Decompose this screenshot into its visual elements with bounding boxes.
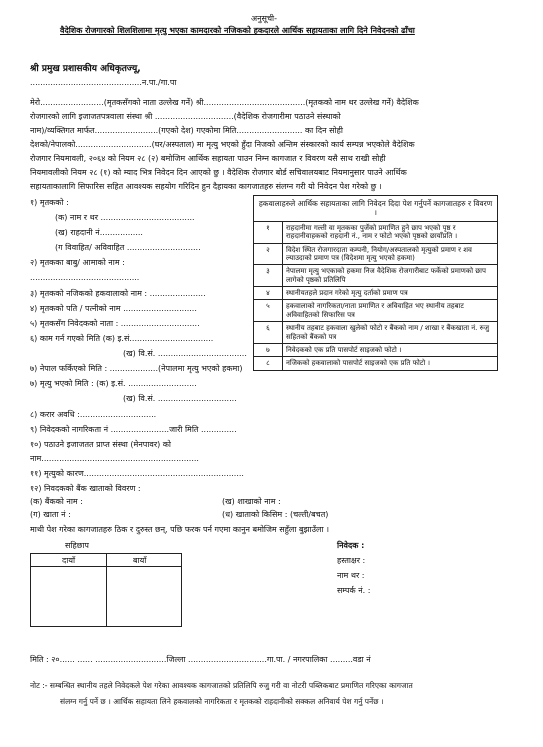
field-marital[interactable]: (ग विवाहित/ अविवाहित ............................. (55, 243, 201, 252)
fingerprint-left-thumb: बायाँ (133, 556, 147, 565)
row-text: नजिकको हकवालाको पासपोर्ट साइजको एक प्रति फोटो । (283, 357, 498, 370)
note-line-2: संलग्न गर्नु पर्ने छ । आर्थिक सहायता लिने हकवालको नागरिकता र मृतकको राहदानीको सक्कल अनिवार्य पेश गर्नु पर्नेछ । (60, 697, 384, 706)
row-number: ७ (254, 344, 283, 357)
field-contract[interactable]: ८) करार अवधि :.............................. (30, 410, 157, 419)
applicant-title: निवेदक : (337, 541, 365, 550)
row-number: ५ (254, 300, 283, 322)
field-deceased: १) मृतकको : (30, 198, 69, 207)
declaration: माथी पेश गरेका कागजातहरु ठिक र दुरुस्त छन्, पछि फरक पर्न गएमा कानुन बमोजिम सहुँला बुझाउँला । (30, 525, 330, 534)
table-row (254, 221, 498, 243)
fingerprint-label: सहिछाप (65, 541, 89, 550)
row-number: १ (254, 221, 283, 243)
field-death-cause[interactable]: ११) मृत्युको कारण............................................................... (30, 469, 244, 478)
field-account-type[interactable]: (ध) खाताको किसिम : (चल्ती/बचत) (222, 510, 329, 519)
form-title: वैदेशिक रोजगारको शिलशिलामा मृत्यु भएका कामदारको नजिकको हकदारले आर्थिक सहायताका लागि दिने निवेदनको ढाँचा (60, 26, 415, 35)
table-row (254, 322, 498, 344)
row-text: राहदानीमा गल्ती वा मृतकका पुर्जेको प्रमाणित हुने छाप भएको पृष्ठ र राहदानीवाहकको राहदानी नं., नाम र फोटो भएको पृष्ठको छायाँप्रति । (283, 221, 498, 243)
body-line-2: रोजगारको लागि इजाजतपत्रवाला संस्था श्री ...............................(वैदेशिक रोजगारीमा पठाउने संस्थाको (30, 112, 341, 121)
row-text: स्थानीय तहबाट हकवाला खुलेको फोटो र बैंकको नाम / शाखा र बैंकखाता नं. रुजु सहितको बैंकको पत्र (283, 322, 498, 344)
field-bank-branch[interactable]: (ख) शाखाको नाम : (222, 497, 281, 506)
field-bank-name[interactable]: (क) बैंकको नाम : (30, 497, 83, 506)
applicant-name[interactable]: नाम थर : (337, 571, 365, 580)
fingerprint-divider-v (106, 553, 107, 627)
field-name[interactable]: (क) नाम र थर ..................................... (55, 213, 195, 222)
body-line-5: रोजगार नियमावली, २०६४ को नियम २८ (२) बमोजिम आर्थिक सहायता पाउन निम्न कागजात र विवरण यसै साथ राखी सोही (30, 154, 386, 163)
row-number: ६ (254, 322, 283, 344)
field-departure-ad[interactable]: ६) काम गर्न गएको मिति (क) इ.सं................................. (30, 334, 214, 343)
row-number: ८ (254, 357, 283, 370)
applicant-contact[interactable]: सम्पर्क नं. : (337, 586, 371, 595)
applicant-signature[interactable]: हस्ताक्षर : (337, 556, 366, 565)
row-text: निवेदकको एक प्रति पासपोर्ट साइजको फोटो । (283, 344, 498, 357)
body-line-1: मेरो.........................(मृतकसँगको नाता उल्लेख गर्ने) श्री........................................(मृतकको नाम थर उल्लेख गर्ने) वैदेशिक (30, 98, 419, 107)
salutation: श्री प्रमुख प्रशासकीय अधिकृतज्यू, (30, 64, 141, 74)
body-line-3: नाम)/व्यक्तिगत मार्फत.........................(गएको देश) गएकोमा मिति.......................... का दिन सोही (30, 126, 343, 135)
fingerprint-right-thumb: दायाँ (62, 556, 76, 565)
field-agency: १०) पठाउने इजाजतत प्राप्त संस्था (मेनपावर) को (30, 440, 171, 449)
row-number: ४ (254, 287, 283, 300)
body-line-4: देशको/नेपालको..............................(घर/अस्पताल) मा मृत्यु भएको हुँदा निजको अन्तिम संस्कारको कार्य सम्पन्न भएकोले वैदेशिक (30, 140, 415, 149)
row-text: विदेश स्थित रोजगारदाता कम्पनी, नियोग/अस्पतालको मृत्युको प्रमाण र शव ल्याउदाको प्रमाण पत्र (विदेशमा मृत्यु भएको हकमा) (283, 243, 498, 265)
field-death-ad[interactable]: ७) मृत्यु भएको मिति : (क) इ.सं. ........................... (30, 379, 197, 388)
row-text: स्थानीयतहले प्रदान गरेको मृत्यु दर्ताको प्रमाण पत्र (283, 287, 498, 300)
table-row (254, 265, 498, 287)
row-text: नेपालमा मृत्यु भएकाको हकमा निज वैदेशिक रोजगारीबाट फर्केको प्रमाणको छाप लागेको पृष्ठको प्रतिलिपि (283, 265, 498, 287)
field-departure-bs[interactable]: (ख) वि.सं. ................................... (123, 349, 247, 358)
table-row (254, 300, 498, 322)
body-line-6: नियमावलीको नियम २८ (१) को म्याद भित्र निवेदन दिन आएको छु । वैदेशिक रोजगार बोर्ड सचिवालयबाट नियमानुसार पाउने आर्थिक (30, 168, 407, 177)
table-row (254, 344, 498, 357)
row-number: ३ (254, 265, 283, 287)
annex-label: अनुसूची- (251, 14, 277, 23)
field-death-bs[interactable]: (ख) वि.सं. ............................... (123, 394, 237, 403)
date-line[interactable]: मिति : २०...... ...... ............................जिल्ला ...............................गा.पा. / नगरपालिका .........वडा नं (30, 655, 371, 664)
field-parents-blank[interactable]: ........................................... (30, 273, 140, 282)
field-bank-details: १२) निवदकको बैंक खाताको विवरण : (30, 484, 141, 493)
row-number: २ (254, 243, 283, 265)
requirements-heading: हकवालाहरुले आर्थिक सहायताका लागि निवेदन दिदा पेश गर्नुपर्ने कागजातहरु र विवरण । (254, 196, 498, 222)
field-return-date[interactable]: ७) नेपाल फर्किएको मिति : ...................(नेपालमा मृत्यु भएको हकमा) (30, 364, 243, 373)
field-spouse[interactable]: ४) मृतकको पति / पत्नीको नाम ............................. (30, 304, 197, 313)
field-citizenship[interactable]: ९) निवेदकको नागरिकता नं .......................जारी मिति .............. (30, 425, 237, 434)
table-row (254, 287, 498, 300)
table-row (254, 243, 498, 265)
field-passport[interactable]: (ख) राहदानी नं................. (55, 228, 143, 237)
body-line-7: सहायताकालागि सिफारिस सहित आवश्यक सहयोग गरिदिन हुन दैहायका कागजातहरु संलग्न गरी यो निवेदन पेश गरेको छु । (30, 182, 382, 191)
requirements-table (253, 195, 498, 371)
field-account-no[interactable]: (ग) खाता नं : (30, 510, 71, 519)
note-line-1: नोट :- सम्बन्धित स्थानीय तहले निवेदकले पेश गरेका आवश्यक कागजातको प्रतिलिपि रुजु गरी वा नोटरी पब्लिकबाट प्रमाणित गरिएका कागजात (30, 681, 413, 690)
field-agency-name[interactable]: नाम.............................................................. (30, 454, 199, 463)
field-next-of-kin[interactable]: ३) मृतकको नजिकको हकवालाको नाम : ...................... (30, 289, 206, 298)
row-text: हकवालाको नागरिकता/नाता प्रमाणित र अविवाहित भए स्थानीय तहबाट अविवाहितको सिफारिस पत्र (283, 300, 498, 322)
field-parents[interactable]: २) मृतकका बाबु/ आमाको नाम : (30, 258, 125, 267)
field-relation[interactable]: ५) मृतकसँग निवेदकको नाता : ............................... (30, 319, 200, 328)
table-row (254, 357, 498, 370)
municipality-line: ............................................न.पा./गा.पा (30, 78, 177, 87)
